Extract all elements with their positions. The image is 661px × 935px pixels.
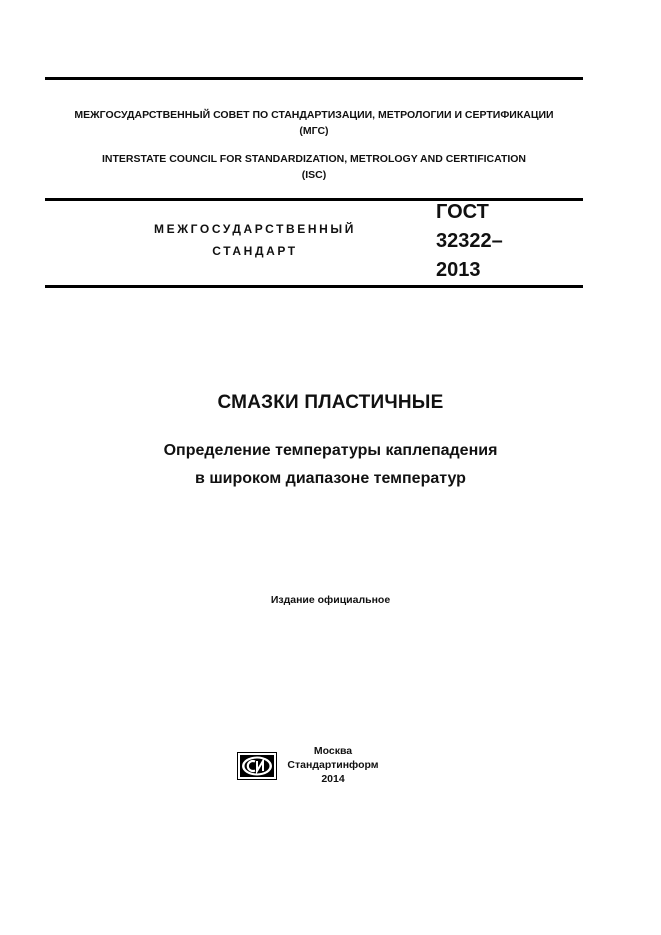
document-title: СМАЗКИ ПЛАСТИЧНЫЕ bbox=[217, 392, 444, 413]
top-rule bbox=[45, 77, 583, 80]
publisher-name: Стандартинформ bbox=[287, 759, 379, 771]
council-english bbox=[45, 151, 583, 183]
gost-label: ГОСТ bbox=[436, 201, 489, 223]
document-subtitle bbox=[0, 437, 661, 493]
standartinform-logo-icon bbox=[237, 752, 277, 780]
gost-designation bbox=[436, 198, 503, 285]
standard-kind-line2: СТАНДАРТ bbox=[212, 244, 298, 258]
bottom-rule bbox=[45, 285, 583, 288]
council-ru-abbr: (МГС) bbox=[299, 125, 329, 137]
publisher-info bbox=[283, 744, 383, 786]
subtitle-line1: Определение температуры каплепадения bbox=[163, 442, 498, 459]
standard-kind bbox=[120, 218, 390, 262]
publisher-city: Москва bbox=[313, 745, 353, 757]
subtitle-line2: в широком диапазоне температур bbox=[195, 470, 466, 487]
council-en-name: INTERSTATE COUNCIL FOR STANDARDIZATION, METROLOGY AND CERTIFICATION bbox=[101, 153, 527, 165]
council-en-abbr: (ISC) bbox=[301, 169, 327, 181]
council-russian bbox=[45, 107, 583, 139]
gost-year: 2013 bbox=[436, 259, 481, 281]
publisher-year: 2014 bbox=[321, 773, 345, 785]
gost-number: 32322– bbox=[436, 230, 503, 252]
council-ru-name: МЕЖГОСУДАРСТВЕННЫЙ СОВЕТ ПО СТАНДАРТИЗАЦИИ, МЕТРОЛОГИИ И СЕРТИФИКАЦИИ bbox=[74, 109, 554, 121]
edition-note: Издание официальное bbox=[270, 594, 391, 606]
standard-kind-line1: МЕЖГОСУДАРСТВЕННЫЙ bbox=[154, 222, 356, 236]
